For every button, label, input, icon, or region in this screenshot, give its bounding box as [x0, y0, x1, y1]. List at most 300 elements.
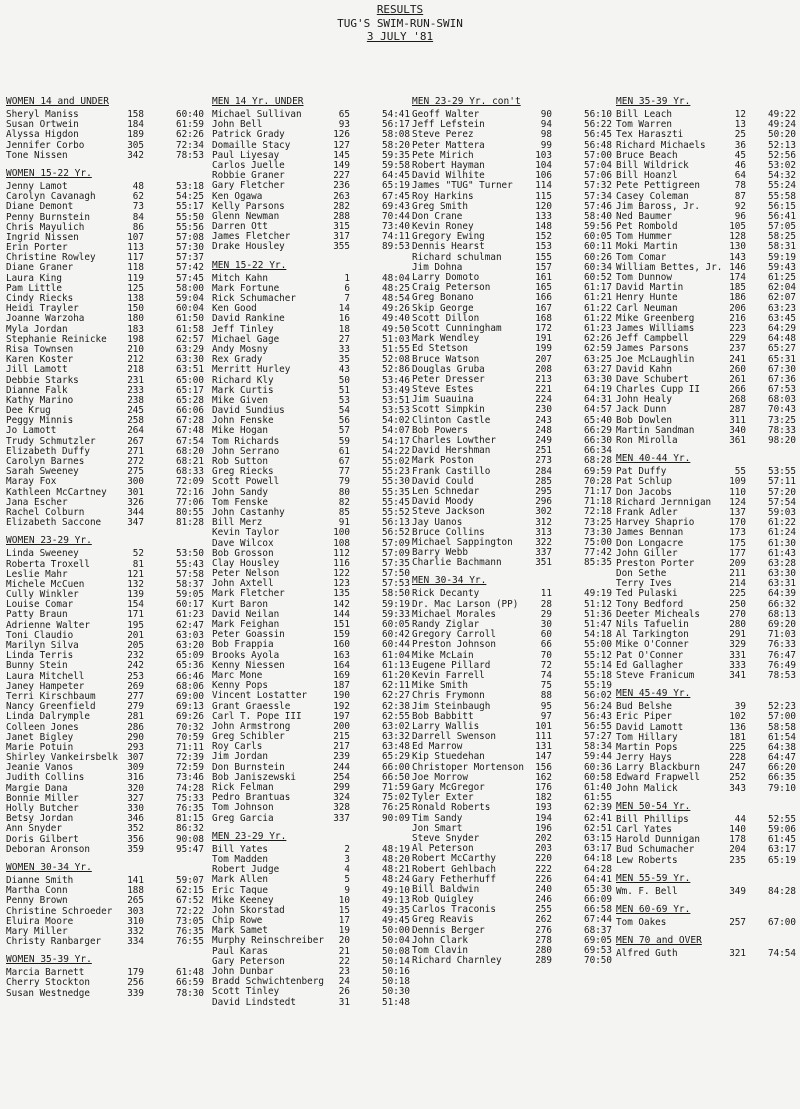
bib-number: 213	[535, 373, 552, 385]
bib-number: 225	[729, 588, 746, 600]
finish-time: 53:02	[768, 159, 796, 171]
bib-number: 206	[729, 302, 746, 314]
bib-number: 116	[333, 557, 350, 569]
division-heading: MEN 14 Yr. UNDER	[212, 96, 304, 107]
runner-name: Patty Braun	[6, 609, 68, 621]
bib-number: 48	[132, 180, 144, 192]
runner-name: Kevin Taylor	[212, 527, 280, 539]
runner-name: Jim Dohna	[412, 261, 463, 273]
runner-name: Barry Webb	[412, 547, 468, 559]
runner-name: Tom Dunnow	[616, 272, 672, 283]
bib-number: 27	[338, 333, 350, 345]
bib-number: 111	[535, 731, 552, 743]
runner-name: James "TUG" Turner	[412, 180, 513, 192]
finish-time: 81:15	[176, 813, 204, 825]
finish-time: 85:35	[584, 557, 612, 569]
bib-number: 96	[734, 210, 746, 222]
runner-name: Casey Coleman	[616, 190, 689, 202]
runner-name: Vincent Lostatter	[212, 690, 308, 702]
bib-number: 77	[338, 466, 350, 478]
finish-time: 89:53	[382, 241, 410, 253]
bib-number: 313	[535, 526, 552, 538]
finish-time: 55:50	[176, 211, 204, 223]
runner-name: Greg Reavis	[412, 914, 474, 926]
runner-name: Cindy Riecks	[6, 293, 74, 304]
finish-time: 62:27	[382, 690, 410, 702]
runner-name: Jenny Lamot	[6, 180, 68, 192]
bib-number: 137	[729, 506, 746, 518]
runner-name: Glenn Newman	[212, 210, 280, 222]
finish-time: 53:18	[176, 180, 204, 192]
runner-name: Dianne Falk	[6, 384, 68, 396]
runner-name: Joe Morrow	[412, 771, 468, 783]
result-row	[212, 528, 410, 538]
runner-name: Mark Curtis	[212, 384, 274, 396]
result-row	[616, 856, 796, 866]
runner-name: Marc Mone	[212, 669, 263, 681]
bib-number: 4	[344, 864, 350, 876]
bib-number: 1	[344, 272, 350, 284]
finish-time: 63:17	[768, 844, 796, 856]
bib-number: 188	[127, 885, 144, 897]
bib-number: 337	[535, 547, 552, 559]
bib-number: 136	[729, 721, 746, 733]
bib-number: 46	[734, 159, 746, 171]
result-row	[212, 814, 410, 824]
race-name: TUG'S SWIM-RUN-SWIN	[337, 16, 463, 30]
finish-time: 73:25	[584, 516, 612, 528]
finish-time: 58:50	[382, 588, 410, 600]
bib-number: 15	[338, 904, 350, 916]
bib-number: 216	[729, 312, 746, 324]
finish-time: 65:30	[584, 883, 612, 895]
runner-name: Marie Potuin	[6, 741, 74, 753]
bib-number: 229	[729, 333, 746, 345]
finish-time: 64:48	[768, 333, 796, 345]
finish-time: 62:04	[768, 282, 796, 294]
bib-number: 22	[338, 955, 350, 967]
finish-time: 71:18	[584, 496, 612, 508]
finish-time: 65:36	[176, 660, 204, 672]
runner-name: Pet Rombold	[616, 221, 678, 233]
bib-number: 326	[127, 496, 144, 508]
runner-name: Bob Janiszewski	[212, 771, 296, 783]
runner-name: Myla Jordan	[6, 323, 68, 335]
finish-time: 54:25	[176, 191, 204, 203]
runner-name: Gary Peterson	[212, 955, 285, 967]
finish-time: 52:55	[768, 813, 796, 825]
finish-time: 60:26	[584, 251, 612, 263]
runner-name: Louise Comar	[6, 599, 74, 611]
bib-number: 171	[127, 609, 144, 621]
bib-number: 150	[127, 303, 144, 315]
runner-name: Michele McCuen	[6, 578, 85, 590]
finish-time: 72:59	[176, 762, 204, 774]
runner-name: Ken Good	[212, 303, 257, 315]
bib-number: 317	[333, 231, 350, 243]
finish-time: 50:04	[382, 935, 410, 947]
bib-number: 109	[729, 476, 746, 488]
result-row	[6, 712, 204, 722]
bib-number: 315	[333, 221, 350, 233]
finish-time: 81:28	[176, 517, 204, 529]
bib-number: 341	[729, 669, 746, 681]
bib-number: 51	[338, 384, 350, 396]
finish-time: 66:20	[768, 762, 796, 774]
bib-number: 255	[535, 904, 552, 916]
finish-time: 61:54	[768, 731, 796, 743]
bib-number: 205	[127, 640, 144, 651]
runner-name: Andy Mosny	[212, 343, 268, 355]
bib-number: 149	[333, 159, 350, 171]
bib-number: 54	[338, 405, 350, 417]
bib-number: 275	[127, 466, 144, 478]
runner-name: Erin Porter	[6, 242, 68, 254]
runner-name: Paul Liyesay	[212, 149, 280, 161]
runner-name: Mike Greenberg	[616, 312, 695, 324]
finish-time: 63:27	[584, 363, 612, 375]
bib-number: 186	[729, 292, 746, 304]
runner-name: Adrienne Walter	[6, 619, 90, 631]
bib-number: 62	[132, 191, 144, 203]
finish-time: 58:00	[176, 282, 204, 294]
bib-number: 290	[127, 731, 144, 743]
bib-number: 154	[127, 599, 144, 611]
runner-name: Mark Samet	[212, 925, 268, 937]
bib-number: 30	[540, 619, 552, 630]
runner-name: Scott Simpkin	[412, 404, 485, 416]
division-section	[616, 873, 796, 897]
bib-number: 198	[127, 333, 144, 345]
finish-time: 59:19	[768, 251, 796, 263]
bib-number: 106	[535, 170, 552, 182]
runner-name: Wm. F. Bell	[616, 885, 678, 897]
bib-number: 236	[333, 180, 350, 192]
runner-name: Bob Powers	[412, 424, 468, 436]
finish-time: 57:30	[176, 242, 204, 254]
runner-name: Alyssa Higdon	[6, 129, 79, 141]
division-section	[616, 935, 796, 959]
finish-time: 48:20	[382, 853, 410, 865]
finish-time: 51:36	[584, 608, 612, 620]
finish-time: 72:18	[584, 506, 612, 518]
runner-name: Carl Neuman	[616, 302, 678, 314]
bib-number: 302	[535, 506, 552, 518]
bib-number: 260	[729, 363, 746, 375]
bib-number: 173	[729, 527, 746, 539]
bib-number: 196	[535, 822, 552, 834]
finish-time: 56:52	[382, 527, 410, 539]
bib-number: 81	[132, 558, 144, 570]
finish-time: 55:02	[382, 456, 410, 467]
finish-time: 64:41	[584, 873, 612, 885]
finish-time: 49:35	[382, 904, 410, 916]
result-row	[616, 784, 796, 794]
bib-number: 29	[540, 608, 552, 620]
bib-number: 331	[729, 649, 746, 661]
bib-number: 45	[734, 149, 746, 161]
bib-number: 162	[535, 771, 552, 783]
runner-name: Edward Frapwell	[616, 772, 700, 784]
bib-number: 140	[729, 824, 746, 835]
finish-time: 50:16	[382, 966, 410, 977]
finish-time: 54:22	[382, 445, 410, 457]
finish-time: 76:47	[768, 649, 796, 661]
bib-number: 202	[535, 832, 552, 844]
bib-number: 93	[338, 119, 350, 131]
bib-number: 226	[535, 873, 552, 885]
runner-name: John Skorstad	[212, 904, 285, 916]
bib-number: 11	[540, 588, 552, 600]
finish-time: 56:24	[584, 700, 612, 712]
runner-name: Linda Sweeney	[6, 548, 79, 560]
runner-name: David Lamott	[616, 721, 684, 733]
finish-time: 59:04	[176, 293, 204, 304]
bib-number: 347	[127, 517, 144, 529]
result-row	[412, 507, 612, 517]
runner-name: Linda Dalrymple	[6, 711, 90, 723]
finish-time: 63:23	[768, 302, 796, 314]
bib-number: 138	[127, 293, 144, 304]
finish-time: 73:46	[176, 772, 204, 784]
runner-name: John Armstrong	[212, 720, 291, 732]
finish-time: 55:43	[176, 558, 204, 570]
bib-number: 342	[127, 149, 144, 161]
runner-name: Greg Riecks	[212, 466, 274, 478]
runner-name: Richard Charnley	[412, 955, 502, 967]
bib-number: 21	[338, 945, 350, 957]
bib-number: 99	[540, 139, 552, 151]
runner-name: John Fenske	[212, 415, 274, 427]
bib-number: 285	[535, 475, 552, 487]
finish-time: 60:05	[584, 231, 612, 243]
bib-number: 192	[333, 700, 350, 712]
result-row	[616, 671, 796, 681]
runner-name: Bill Hoanzl	[616, 170, 678, 182]
bib-number: 168	[535, 312, 552, 324]
finish-time: 58:31	[768, 241, 796, 253]
bib-number: 146	[729, 261, 746, 273]
finish-time: 60:40	[176, 109, 204, 120]
finish-time: 63:02	[382, 720, 410, 732]
finish-time: 63:30	[584, 373, 612, 385]
finish-time: 57:27	[584, 731, 612, 743]
runner-name: Janet Bigley	[6, 731, 74, 743]
finish-time: 65:28	[176, 394, 204, 406]
runner-name: Michael Gage	[212, 333, 280, 345]
bib-number: 74	[540, 669, 552, 681]
finish-time: 48:24	[382, 874, 410, 886]
finish-time: 56:22	[584, 119, 612, 131]
finish-time: 54:17	[382, 435, 410, 447]
runner-name: Ned Baumer	[616, 210, 672, 222]
finish-time: 66:46	[176, 670, 204, 682]
bib-number: 310	[127, 915, 144, 927]
runner-name: Bud Schumacher	[616, 844, 695, 856]
runner-name: Rick Decanty	[412, 588, 480, 600]
bib-number: 328	[333, 802, 350, 814]
result-row	[212, 365, 410, 375]
bib-number: 203	[535, 843, 552, 855]
finish-time: 68:06	[176, 680, 204, 692]
runner-name: Sheryl Maniss	[6, 109, 79, 120]
finish-time: 68:03	[768, 394, 796, 406]
division-section	[6, 168, 204, 528]
bib-number: 65	[338, 109, 350, 120]
finish-time: 55:58	[768, 190, 796, 202]
finish-time: 76:49	[768, 659, 796, 671]
bib-number: 241	[729, 353, 746, 365]
bib-number: 221	[535, 384, 552, 396]
runner-name: James Parsons	[616, 343, 689, 355]
finish-time: 59:05	[176, 589, 204, 601]
finish-time: 71:17	[584, 485, 612, 497]
runner-name: David Lindstedt	[212, 996, 296, 1008]
finish-time: 64:31	[584, 394, 612, 406]
bib-number: 210	[127, 343, 144, 355]
bib-number: 53	[338, 394, 350, 406]
bib-number: 57	[338, 425, 350, 437]
runner-name: Randy Ziglar	[412, 619, 480, 630]
bib-number: 160	[333, 639, 350, 651]
finish-time: 66:29	[584, 424, 612, 436]
finish-time: 50:14	[382, 955, 410, 967]
bib-number: 144	[333, 608, 350, 620]
runner-name: Roy Harkins	[412, 190, 474, 202]
finish-time: 53:51	[382, 394, 410, 406]
finish-time: 61:04	[382, 649, 410, 661]
runner-name: Dennis Hearst	[412, 241, 485, 253]
bib-number: 155	[535, 251, 552, 263]
finish-time: 57:20	[768, 486, 796, 498]
bib-number: 279	[127, 701, 144, 713]
bib-number: 98	[540, 129, 552, 141]
runner-name: Pete Mirich	[412, 149, 474, 161]
bib-number: 286	[127, 721, 144, 733]
results-column-2	[212, 96, 410, 1015]
bib-number: 265	[127, 895, 144, 907]
runner-name: Eric Taque	[212, 884, 268, 896]
result-row	[6, 365, 204, 375]
finish-time: 69:53	[584, 945, 612, 956]
finish-time: 64:39	[768, 588, 796, 600]
finish-time: 69:13	[176, 701, 204, 713]
finish-time: 57:32	[584, 180, 612, 192]
bib-number: 123	[333, 578, 350, 590]
result-row	[616, 887, 796, 897]
runner-name: Gary McGregor	[412, 782, 485, 793]
bib-number: 3	[344, 853, 350, 865]
bib-number: 180	[127, 313, 144, 325]
bib-number: 238	[127, 394, 144, 406]
runner-name: Darrell Swenson	[412, 731, 496, 743]
bib-number: 337	[333, 812, 350, 824]
bib-number: 75	[540, 680, 552, 692]
bib-number: 44	[734, 813, 746, 825]
result-row	[6, 549, 204, 559]
bib-number: 28	[540, 598, 552, 610]
bib-number: 272	[127, 456, 144, 467]
finish-time: 66:09	[584, 894, 612, 906]
finish-time: 50:20	[768, 129, 796, 141]
runner-name: Preston Porter	[616, 557, 695, 569]
bib-number: 218	[127, 364, 144, 376]
bib-number: 132	[127, 578, 144, 590]
runner-name: Marcia Barnett	[6, 967, 85, 979]
bib-number: 151	[333, 619, 350, 630]
finish-time: 65:31	[768, 353, 796, 365]
bib-number: 208	[535, 363, 552, 375]
runner-name: Don Longacre	[616, 537, 684, 549]
finish-time: 56:41	[768, 210, 796, 222]
bib-number: 251	[535, 445, 552, 457]
bib-number: 147	[535, 751, 552, 763]
runner-name: Geoff Walter	[412, 109, 480, 120]
bib-number: 339	[127, 987, 144, 999]
finish-time: 56:15	[768, 200, 796, 212]
runner-name: David Sundius	[212, 405, 285, 417]
bib-number: 309	[127, 762, 144, 774]
finish-time: 68:21	[176, 456, 204, 467]
bib-number: 207	[535, 353, 552, 365]
bib-number: 247	[729, 762, 746, 774]
finish-time: 78:30	[176, 987, 204, 999]
finish-time: 66:35	[768, 772, 796, 784]
runner-name: Scott Tinley	[212, 986, 280, 998]
finish-time: 64:28	[584, 863, 612, 875]
runner-name: Len Schnedar	[412, 485, 480, 497]
runner-name: Tom Fenske	[212, 496, 268, 508]
finish-time: 59:44	[584, 751, 612, 763]
finish-time: 58:40	[584, 210, 612, 222]
runner-name: Kenny Pops	[212, 680, 268, 692]
bib-number: 92	[734, 200, 746, 212]
runner-name: Richard Kly	[212, 374, 274, 386]
runner-name: Deeter Micheals	[616, 608, 700, 620]
finish-time: 72:09	[176, 476, 204, 488]
finish-time: 61:59	[176, 119, 204, 131]
runner-name: Jack Dunn	[616, 404, 667, 416]
runner-name: Chris Mayulich	[6, 221, 85, 233]
finish-time: 69:05	[584, 934, 612, 946]
bib-number: 343	[729, 782, 746, 794]
bib-number: 131	[535, 741, 552, 753]
finish-time: 68:37	[584, 924, 612, 936]
runner-name: Diane Demont	[6, 201, 74, 213]
division-heading: MEN 23-29 Yr. con't	[412, 96, 521, 107]
bib-number: 170	[729, 517, 746, 529]
bib-number: 174	[729, 272, 746, 283]
bib-number: 361	[729, 435, 746, 446]
runner-name: Tom Oakes	[616, 916, 667, 928]
finish-time: 65:19	[768, 854, 796, 866]
runner-name: John Castanhy	[212, 506, 285, 518]
runner-name: David Rankine	[212, 313, 285, 325]
finish-time: 53:46	[382, 374, 410, 386]
bib-number: 135	[333, 588, 350, 600]
finish-time: 60:36	[584, 761, 612, 773]
finish-time: 52:23	[768, 701, 796, 713]
finish-time: 52:13	[768, 139, 796, 151]
runner-name: Greg Schibler	[212, 731, 285, 743]
bib-number: 327	[127, 792, 144, 804]
runner-name: Bob Babbitt	[412, 710, 474, 722]
bib-number: 243	[535, 414, 552, 426]
bib-number: 169	[333, 669, 350, 681]
finish-time: 66:50	[382, 771, 410, 783]
bib-number: 100	[333, 527, 350, 539]
bib-number: 73	[132, 201, 144, 213]
